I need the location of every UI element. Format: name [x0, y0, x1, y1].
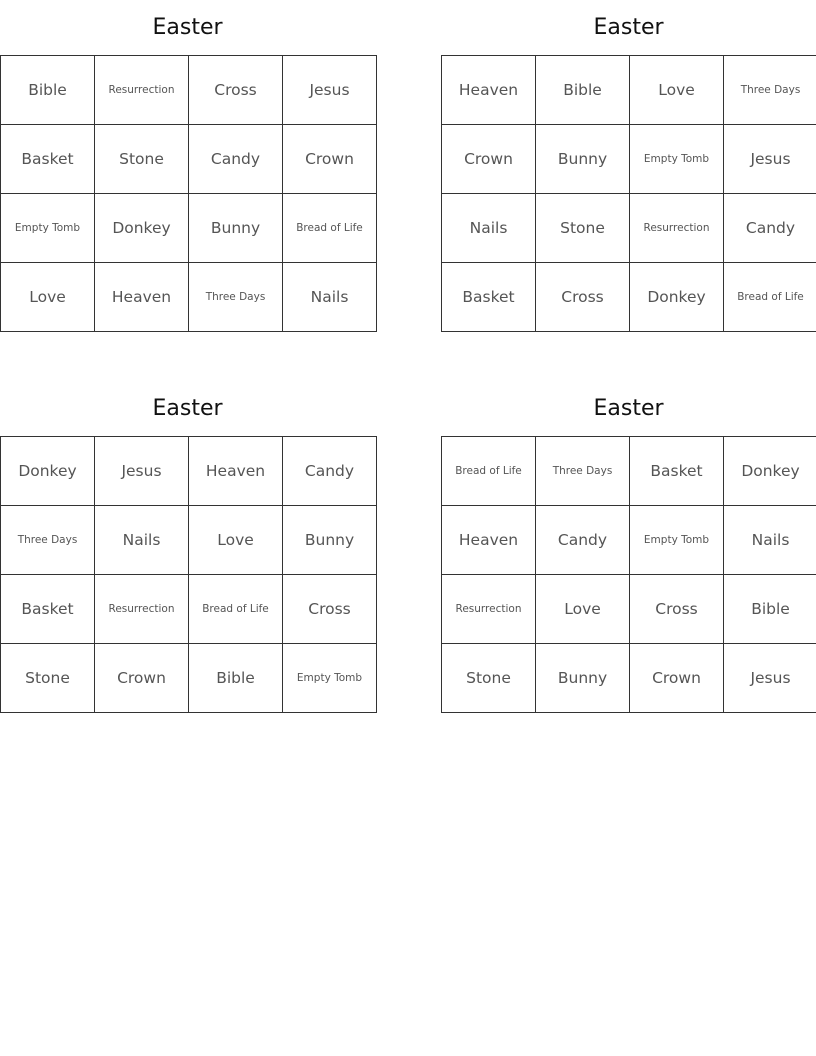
bingo-cell: Nails: [724, 506, 816, 575]
bingo-cell: Love: [630, 56, 724, 125]
bingo-cell: Stone: [1, 644, 95, 713]
bingo-card: [441, 0, 816, 332]
bingo-cell: Crown: [283, 125, 377, 194]
bingo-cell: Donkey: [630, 263, 724, 332]
grid-row: [442, 56, 816, 125]
bingo-card: [0, 0, 375, 332]
bingo-cell: Empty Tomb: [630, 125, 724, 194]
bingo-cell: Bunny: [536, 125, 630, 194]
grid-row: [1, 194, 377, 263]
bingo-cell: Bible: [536, 56, 630, 125]
bingo-cell: Basket: [442, 263, 536, 332]
bingo-cell: Bread of Life: [724, 263, 816, 332]
bingo-cell: Resurrection: [95, 575, 189, 644]
bingo-grid: [0, 55, 377, 332]
bingo-cell: Resurrection: [442, 575, 536, 644]
bingo-cell: Empty Tomb: [283, 644, 377, 713]
card-title: Easter: [593, 15, 664, 40]
bingo-cell: Candy: [536, 506, 630, 575]
bingo-cell: Jesus: [724, 644, 816, 713]
bingo-cell: Bunny: [536, 644, 630, 713]
grid-row: [1, 575, 377, 644]
bingo-cell: Basket: [1, 575, 95, 644]
bingo-cell: Jesus: [283, 56, 377, 125]
grid-row: [442, 263, 816, 332]
bingo-cell: Heaven: [95, 263, 189, 332]
bingo-cell: Crown: [442, 125, 536, 194]
grid-row: [442, 125, 816, 194]
bingo-cell: Love: [1, 263, 95, 332]
grid-row: [442, 437, 816, 506]
card-title: Easter: [593, 396, 664, 421]
grid-row: [1, 263, 377, 332]
grid-row: [1, 56, 377, 125]
bingo-cell: Cross: [189, 56, 283, 125]
bingo-cell: Basket: [1, 125, 95, 194]
bingo-cell: Empty Tomb: [630, 506, 724, 575]
bingo-cell: Heaven: [189, 437, 283, 506]
bingo-cell: Resurrection: [630, 194, 724, 263]
bingo-cell: Jesus: [95, 437, 189, 506]
grid-row: [442, 575, 816, 644]
bingo-cell: Three Days: [1, 506, 95, 575]
bingo-cell: Resurrection: [95, 56, 189, 125]
bingo-cell: Candy: [724, 194, 816, 263]
bingo-cell: Stone: [95, 125, 189, 194]
bingo-cell: Cross: [630, 575, 724, 644]
bingo-cell: Stone: [442, 644, 536, 713]
grid-row: [1, 506, 377, 575]
bingo-cell: Love: [189, 506, 283, 575]
bingo-cell: Three Days: [536, 437, 630, 506]
bingo-cell: Donkey: [1, 437, 95, 506]
bingo-cell: Nails: [95, 506, 189, 575]
bingo-cell: Three Days: [724, 56, 816, 125]
bingo-cell: Empty Tomb: [1, 194, 95, 263]
bingo-cell: Heaven: [442, 506, 536, 575]
bingo-cell: Cross: [283, 575, 377, 644]
bingo-cell: Jesus: [724, 125, 816, 194]
bingo-cell: Bible: [189, 644, 283, 713]
grid-row: [1, 644, 377, 713]
bingo-cell: Bread of Life: [442, 437, 536, 506]
grid-row: [442, 194, 816, 263]
bingo-cell: Bread of Life: [283, 194, 377, 263]
grid-row: [442, 506, 816, 575]
bingo-cell: Heaven: [442, 56, 536, 125]
bingo-cell: Candy: [283, 437, 377, 506]
bingo-card: [441, 381, 816, 713]
bingo-cell: Donkey: [95, 194, 189, 263]
bingo-cell: Crown: [630, 644, 724, 713]
grid-row: [442, 644, 816, 713]
bingo-cell: Nails: [442, 194, 536, 263]
bingo-cell: Cross: [536, 263, 630, 332]
card-title: Easter: [152, 396, 223, 421]
bingo-cell: Bunny: [189, 194, 283, 263]
card-title: Easter: [152, 15, 223, 40]
bingo-cell: Basket: [630, 437, 724, 506]
bingo-grid: [441, 436, 816, 713]
bingo-cell: Three Days: [189, 263, 283, 332]
bingo-cell: Bunny: [283, 506, 377, 575]
bingo-cell: Candy: [189, 125, 283, 194]
bingo-grid: [0, 436, 377, 713]
bingo-cell: Nails: [283, 263, 377, 332]
grid-row: [1, 125, 377, 194]
bingo-cell: Donkey: [724, 437, 816, 506]
bingo-cell: Love: [536, 575, 630, 644]
bingo-cell: Bread of Life: [189, 575, 283, 644]
bingo-cell: Stone: [536, 194, 630, 263]
bingo-grid: [441, 55, 816, 332]
bingo-cell: Crown: [95, 644, 189, 713]
bingo-card: [0, 381, 375, 713]
bingo-cell: Bible: [724, 575, 816, 644]
grid-row: [1, 437, 377, 506]
bingo-cell: Bible: [1, 56, 95, 125]
